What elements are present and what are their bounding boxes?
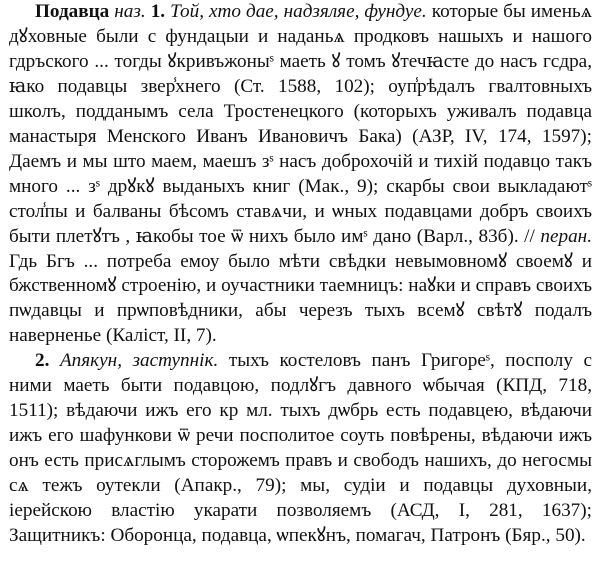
sense-1-paragraph: [9, 0, 592, 349]
figurative-label: перан.: [540, 225, 592, 247]
sense-2-number: 2.: [35, 350, 50, 372]
sense-2-gloss: Апякун, заступнік.: [59, 350, 219, 372]
headword: Подавца: [35, 1, 110, 22]
sense-2-paragraph: [9, 349, 592, 549]
sense-2-citations: тыхъ костеловъ панъ Григореˢ, посполу с ними маеть быти подавцою, подлꙋгъ давного ѡбычая (КПД, 718, 1511); вѣдаючи ижъ его кр мл. тыхъ дѡбрь есть подавцею, вѣдаючи ижъ его шафункови ѿ речи посполитое соуть повѣрены, вѣдаючи ижъ онъ есть присѧглымъ сторожемъ правъ и свободъ нашихъ, до негосмы сѧ тежъ оутекли (Апакр., 79); мы, судіи и подавцы духовныи, іерейскою властію укарати позволяемъ (АСД, I, 281, 1637); Защитникъ: Оборонца, подавца, ѡпекꙋнъ, помагач, Патронъ (Бяр., 50).: [9, 350, 593, 547]
sense-1-number: 1.: [150, 1, 166, 22]
sense-1-gloss: Той, хто дае, надзяляе, фундуе.: [170, 1, 427, 22]
grammar-label: наз.: [114, 1, 146, 22]
sense-1-citations: которые бы именьѧ дꙋховные были с фундацыи и наданьѧ продковъ нашыхъ и нашого гдръского ... тогды ꙋкривъжоныˢ маеть ꙋ томъ ꙋтечꙗсте до насъ гсдра, ꙗко подавцы звер̾хнего (Ст. 1588, 102); оуп̾рѣдалъ гвалтовныхъ школъ, подданымъ села Тростенецкого (которыхъ уживалъ подавца манастыря Менского Иванъ Ивановичъ Бака) (АЗР, IV, 174, 1597); Даемъ и мы што маем, маешъ зˢ насъ доброхочій и тихій подавцо такъ много ... зˢ дрꙋкꙋ выданыхъ книг (Мак., 9); скарбы свои выкладаютˢ стол̾пы и балваны бѣсомъ ставѧчи, и ѡных подавцами добръ своихъ быти плетꙋтъ , ꙗкобы тое ѿ нихъ было имˢ дано (Варл., 83б). // перан. Гдь Бгъ ... потреба емоу было мѣти свѣдки невымовномꙋ своемꙋ и бжственномꙋ строенію, и оучастники таемницъ: наꙋки и справъ своихъ пѡдавцы и прѡповѣдники, абы черезъ тыхъ всемꙋ свѣтꙋ подалъ наверненье (Каліст, II, 7).: [9, 1, 593, 347]
